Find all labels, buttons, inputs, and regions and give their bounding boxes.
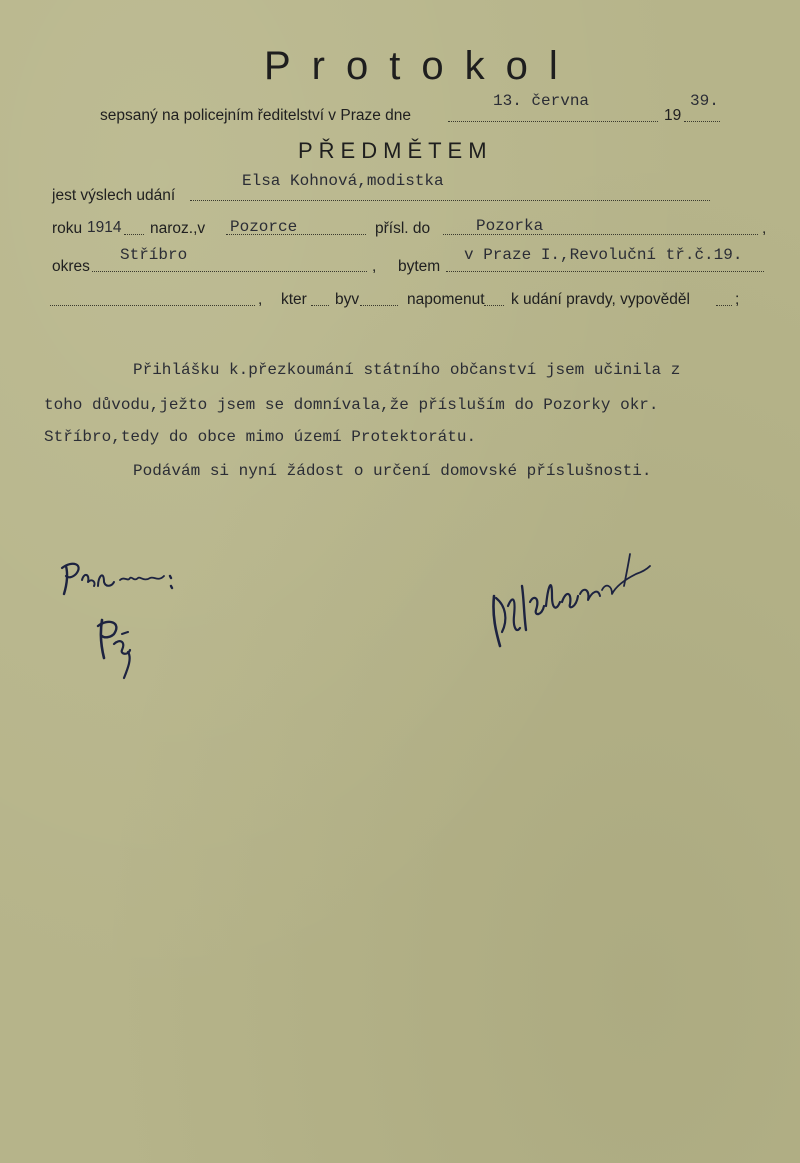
line4-napomenut: napomenut <box>407 291 485 308</box>
statement-line-4: Podávám si nyní žádost o určení domovské příslušnosti. <box>133 462 652 480</box>
subject-value: Elsa Kohnová,modistka <box>242 172 444 190</box>
subject-dotted-line <box>190 200 710 201</box>
right-signature <box>486 546 656 656</box>
byv-dotted-line <box>360 305 398 306</box>
statement-line-3: Stříbro,tedy do obce mimo území Protektorátu. <box>44 428 477 446</box>
kter-dotted-line <box>311 305 329 306</box>
statement-line-1: Přihlášku k.přezkoumání státního občanství jsem učinila z <box>133 361 681 379</box>
district-dotted-line <box>92 271 367 272</box>
date-dotted-line <box>448 121 658 122</box>
left-initials-signature <box>92 612 142 682</box>
belongs-label: přísl. do <box>375 220 431 237</box>
line4-dotted-line <box>50 305 255 306</box>
born-label: naroz.,v <box>150 220 206 237</box>
belongs-place: Pozorka <box>476 217 544 235</box>
district-value: Stříbro <box>120 246 188 264</box>
line4-byv: byv <box>335 291 360 308</box>
year-dotted-line <box>684 121 720 122</box>
residence-label: bytem <box>398 258 441 275</box>
protocol-date: 13. června <box>493 92 590 110</box>
residence-dotted-line <box>446 271 764 272</box>
document-subtitle: PŘEDMĚTEM <box>298 138 493 163</box>
year-label: roku <box>52 220 83 237</box>
line4-comma: , <box>258 291 263 308</box>
subject-label: jest výslech udání <box>52 187 176 204</box>
belongs-comma: , <box>762 220 767 237</box>
birth-year: 1914 <box>87 219 122 236</box>
document-title: Protokol <box>264 44 579 88</box>
protocol-intro-text: sepsaný na policejním ředitelství v Praze dne <box>100 107 412 124</box>
line4-kter: kter <box>281 291 307 308</box>
line4-semicolon: ; <box>735 291 740 308</box>
year-prefix: 19 <box>664 107 682 124</box>
vypovedel-dotted-line <box>716 305 732 306</box>
residence-value: v Praze I.,Revoluční tř.č.19. <box>464 246 743 264</box>
district-comma: , <box>372 258 377 275</box>
statement-line-2: toho důvodu,ježto jsem se domnívala,že přísluším do Pozorky okr. <box>44 396 659 414</box>
napomenut-dotted-line <box>484 305 504 306</box>
district-label: okres <box>52 258 90 275</box>
born-place: Pozorce <box>230 218 298 236</box>
left-handwritten-note <box>58 556 188 600</box>
birth-year-dotted-line <box>124 234 144 235</box>
year-suffix: 39. <box>690 92 719 110</box>
line4-truth-text: k udání pravdy, vypověděl <box>511 291 690 308</box>
